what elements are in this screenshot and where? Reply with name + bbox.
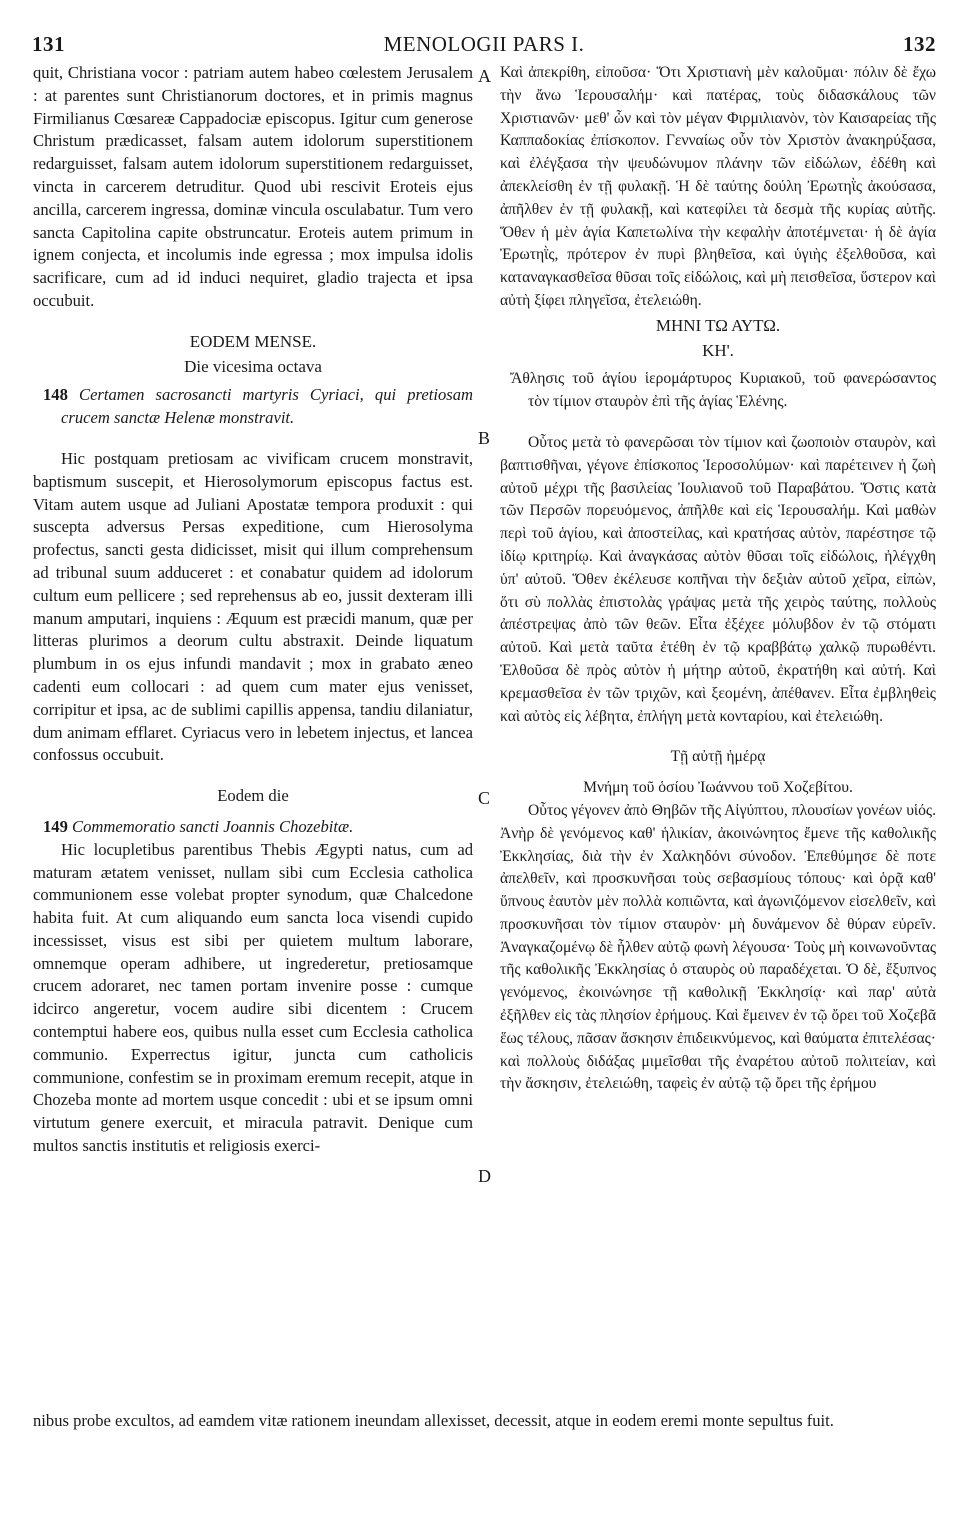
latin-final-lines: nibus probe excultos, ad eamdem vitæ rationem ineundam allexisset, decessit, atque in eodem eremi monte sepultus fuit. xyxy=(33,1411,834,1430)
greek-paragraph-3: Οὗτος γέγονεν ἀπὸ Θηβῶν τῆς Αἰγύπτου, πλουσίων γονέων υἱός. Ἀνὴρ δὲ γενόμενος καθ' ἡλικίαν, ἀκοινώνητος ἔμενε τῆς καθολικῆς Ἐκκλησίας, διὰ τὴν ἐν Χαλκηδόνι σύνοδον. Ἐπεθύμησε δὲ ποτε ἀπελθεῖν, καὶ προσκυνῆσαι τοὺς σεβασμίους τόπους· καὶ ὁρᾷ καθ' ὕπνους ἑαυτὸν μὲν πολλὰ κοπιῶντα, καὶ ἀγωνιζόμενον εἰσελθεῖν, καὶ προσκυνῆσαι τὸν τίμιον σταυρὸν· μὴ δυνάμενον δὲ θύραν εὑρεῖν. Ἀναγκαζομένῳ δὲ ἦλθεν αὐτῷ φωνὴ λέγουσα· Τοὺς μὴ κοινωνοῦντας τῆς καθολικῆς Ἐκκλησίας ὁ σταυρὸς οὐ παραδέχεται. Ὁ δὲ, ἔξυπνος γενόμενος, ἐκοινώνησε τῇ καθολικῇ Ἐκκλησίᾳ· καὶ παρ' αὐτὰ ἐξῆλθεν εἰς τὰς πλησίον ἐρήμους. Καὶ ἔμεινεν ἐν τῷ ὄρει τοῦ Χοζεβᾶ ἕως τέλους, πᾶσαν ἄσκησιν ἐπιδεικνύμενος, καὶ θαύματα ἐπιτελέσας· καὶ πολλοὺς διδάξας μιμεῖσθαι τῆς ἐναρέτου αὐτοῦ πολιτείαν, καὶ τὴν ἄσκησιν, ἐτελειώθη, ταφεὶς ἐν αὐτῷ τῷ ὄρει τῆς ἐρήμου xyxy=(500,801,936,1093)
greek-column xyxy=(500,62,936,1096)
entry-number-149: 149 xyxy=(43,816,68,836)
latin-entry-149 xyxy=(33,816,473,839)
greek-entry-148: Ἄθλησις τοῦ ἁγίου ἱερομάρτυρος Κυριακοῦ, τοῦ φανερώσαντος τὸν τίμιον σταυρὸν ἐπὶ τῆς ἁγίας Ἑλένης. xyxy=(510,370,936,411)
latin-paragraph-1: quit, Christiana vocor : patriam autem habeo cœlestem Jerusalem : at parentes sunt Christianorum doctores, et in primis magnus Firmilianus Cœsareæ Cappadociæ episcopus. Igitur cum generose Christum prædicasset, falsam autem idolorum superstitionem redarguisset, falsam autem idolorum superstitionem redarguisset, vincta in carcerem detruditur. Quod ubi rescivit Eroteis ejus ancilla, carcerem ingressa, dominæ vincula osculabatur. Tum vero sancta Capitolina capite obstruncatur. Eroteis autem primum in ignem conjecta, et incolumis inde egressa ; mox impulsa idolis sacrificare, cum ad id induci nequiret, gladio trajecta et ipsa occubuit. xyxy=(33,63,473,310)
page-number-right: 132 xyxy=(903,32,936,56)
greek-paragraph-1: Καὶ ἀπεκρίθη, εἰποῦσα· Ὅτι Χριστιανὴ μὲν καλοῦμαι· πόλιν δὲ ἔχω τὴν ἄνω Ἱερουσαλήμ· καὶ πατέρας, τοὺς διδασκάλους τῶν Χριστιανῶν· μεθ' ὧν καὶ τὸν μέγαν Φιρμιλιανὸν, τὸν Καισαρείας τῆς Καππαδοκίας ἐπίσκοπον. Γενναίως οὖν τὸν Χριστὸν ἀνακηρύξασα, καὶ ἐλέγξασα τὴν ψευδώνυμον πλάνην τῶν εἰδώλων, ἐδέθη καὶ ἀπεκλείσθη ἐν τῇ φυλακῇ. Ἡ δὲ ταύτης δούλη Ἐρωτηῒς ἀκούσασα, ἀπῆλθεν ἐν τῇ φυλακῇ, καὶ κατεφίλει τὰ δεσμὰ τῆς κυρίας αὐτῆς. Ὅθεν ἡ μὲν ἁγία Καπετωλίνα τὴν κεφαλὴν ἀποτέμνεται· ἡ δὲ ἁγία Ἐρωτηῒς, πρότερον ἐν πυρὶ βληθεῖσα, καὶ ὑγιὴς ἐξελθοῦσα, καὶ καταναγκασθεῖσα θῦσαι τοῖς εἰδώλοις, καὶ μὴ πεισθεῖσα, ὕστερον καὶ αὐτὴ ξίφει πληγεῖσα, ἐτελειώθη. xyxy=(500,64,936,309)
greek-paragraph-2: Οὗτος μετὰ τὸ φανερῶσαι τὸν τίμιον καὶ ζωοποιὸν σταυρὸν, καὶ βαπτισθῆναι, γέγονε ἐπίσκοπος Ἱεροσολύμων· καὶ παρέτεινεν ἡ ζωὴ αὐτοῦ μέχρι τῆς βασιλείας Ἰουλιανοῦ τοῦ Παραβάτου. Ὅστις κατὰ τῶν Περσῶν πορευόμενος, ἀπῆλθε καὶ εἰς Ἱερουσαλήμ. Καὶ μαθὼν περὶ τοῦ ἁγίου, καὶ ἀποστείλας, καὶ κρατήσας αὐτὸν, παρέστησε τῷ ἰδίῳ κριτηρίῳ. Καὶ ἀναγκάσας αὐτὸν θῦσαι τοῖς εἰδώλοις, ἠλέγχθη ὑπ' αὐτοῦ. Ὅθεν ἐκέλευσε κοπῆναι τὴν δεξιὰν αὐτοῦ χεῖρα, εἰπὼν, ὅτι σὺ πολλὰς ἐπιστολὰς γράψας μετὰ τῆς χειρὸς ταύτης, πολλοὺς ἀπέστρεψας ἀπὸ τῶν θεῶν. Εἶτα ἐξέχεε μόλυβδον ἐν τῷ στόματι αὐτοῦ. Καὶ μετὰ ταῦτα ἐτέθη ἐν τῷ κραββάτῳ χαλκῷ πυρωθέντι. Ἐλθοῦσα δὲ πρὸς αὐτὸν ἡ μήτηρ αὐτοῦ, ἐκρατήθη καὶ αὐτή. Καὶ κρεμασθεῖσα ἐν τῶν τριχῶν, καὶ ξεομένη, ἀπέθανεν. Εἶτα ἐμβληθεὶς καὶ αὐτὸς εἰς λέβητα, ἐπλήγη μετὰ κονταρίου, καὶ ἐτελειώθη. xyxy=(500,433,936,725)
latin-entry-148 xyxy=(33,384,473,430)
latin-day-heading-1: Die vicesima octava xyxy=(184,356,322,376)
margin-letter-c: C xyxy=(478,788,491,808)
latin-section-heading: EODEM MENSE. xyxy=(189,331,317,351)
greek-entry-149: Μνήμη τοῦ ὁσίου Ἰωάννου τοῦ Χοζεβίτου. xyxy=(583,779,853,797)
margin-letter-d: D xyxy=(478,1166,491,1186)
latin-continuation xyxy=(33,1410,936,1433)
latin-entry-149-title: Commemoratio sancti Joannis Chozebitæ. xyxy=(72,816,354,836)
greek-day-heading-2: Τῇ αὐτῇ ἡμέρᾳ xyxy=(670,748,766,766)
latin-entry-148-title: Certamen sacrosancti martyris Cyriaci, qui pretiosam crucem sanctæ Helenæ monstravit. xyxy=(61,385,473,428)
page-header xyxy=(32,32,936,62)
margin-letter-a: A xyxy=(478,66,491,86)
greek-day-heading-1: ΚΗ'. xyxy=(702,340,734,360)
latin-column xyxy=(33,62,473,1158)
margin-letter-b: B xyxy=(478,428,491,448)
page-number-left: 131 xyxy=(32,32,65,56)
latin-day-heading-2: Eodem die xyxy=(217,786,289,806)
greek-section-heading: ΜΗΝΙ ΤΩ ΑΥΤΩ. xyxy=(655,315,781,335)
entry-number-148: 148 xyxy=(43,385,68,405)
latin-paragraph-3: Hic locupletibus parentibus Thebis Ægypti natus, cum ad maturam ætatem venisset, nullam sibi cum Ecclesia catholica communionem esse volebat propter synodum, quæ Chalcedone habita fuit. At cum aliquando eum sancta loca visendi cupido incessisset, visus est sibi per quietem multum laborare, omnemque operam adhibere, ut ingrederetur, pretiosamque crucem adoraret, nec tamen portam invenire posse : cumque idcirco angeretur, vocem audire sibi dicentem : Crucem contemptui habere eos, quibus nulla esset cum Ecclesia catholica communio. Experrectus igitur, juncta cum catholicis communione, confestim se in proximam eremum recepit, atque in Chozeba monte ad mortem usque concedit : ubi et se ipsum omni virtutum genere exercuit, et miracula patravit. Denique cum multos sanctis institutis et religiosis exerci- xyxy=(33,839,473,1156)
latin-paragraph-2: Hic postquam pretiosam ac vivificam crucem monstravit, baptismum suscepit, et Hierosolymorum episcopus factus est. Vitam autem usque ad Juliani Apostatæ tempora produxit : qui suscepta adversus Persas expeditione, cum Hierosolyma profectus, sancti gesta didicisset, misit qui illum comprehensum ad tribunal suum adduceret : et conabatur quidem ad idolorum cultum eum pellicere ; sed reprehensus ab eo, jussit dexteram illi manum amputari, inquiens : Æquum est præcidi manum, quæ per litteras plurimos a deorum cultu abstraxit. Deinde liquatum plumbum in os ejus infundi mandavit ; mox in grabato æneo cadenti eum collocari : ad quem cum mater ejus venisset, corripitur et ipsa, ac de sublimi capillis appensa, tandiu dilaniatur, dum animam efflaret. Cyriacus vero in lebetem injectus, et lancea confossus occubuit. xyxy=(33,448,473,765)
running-title: MENOLOGII PARS I. xyxy=(383,32,585,56)
